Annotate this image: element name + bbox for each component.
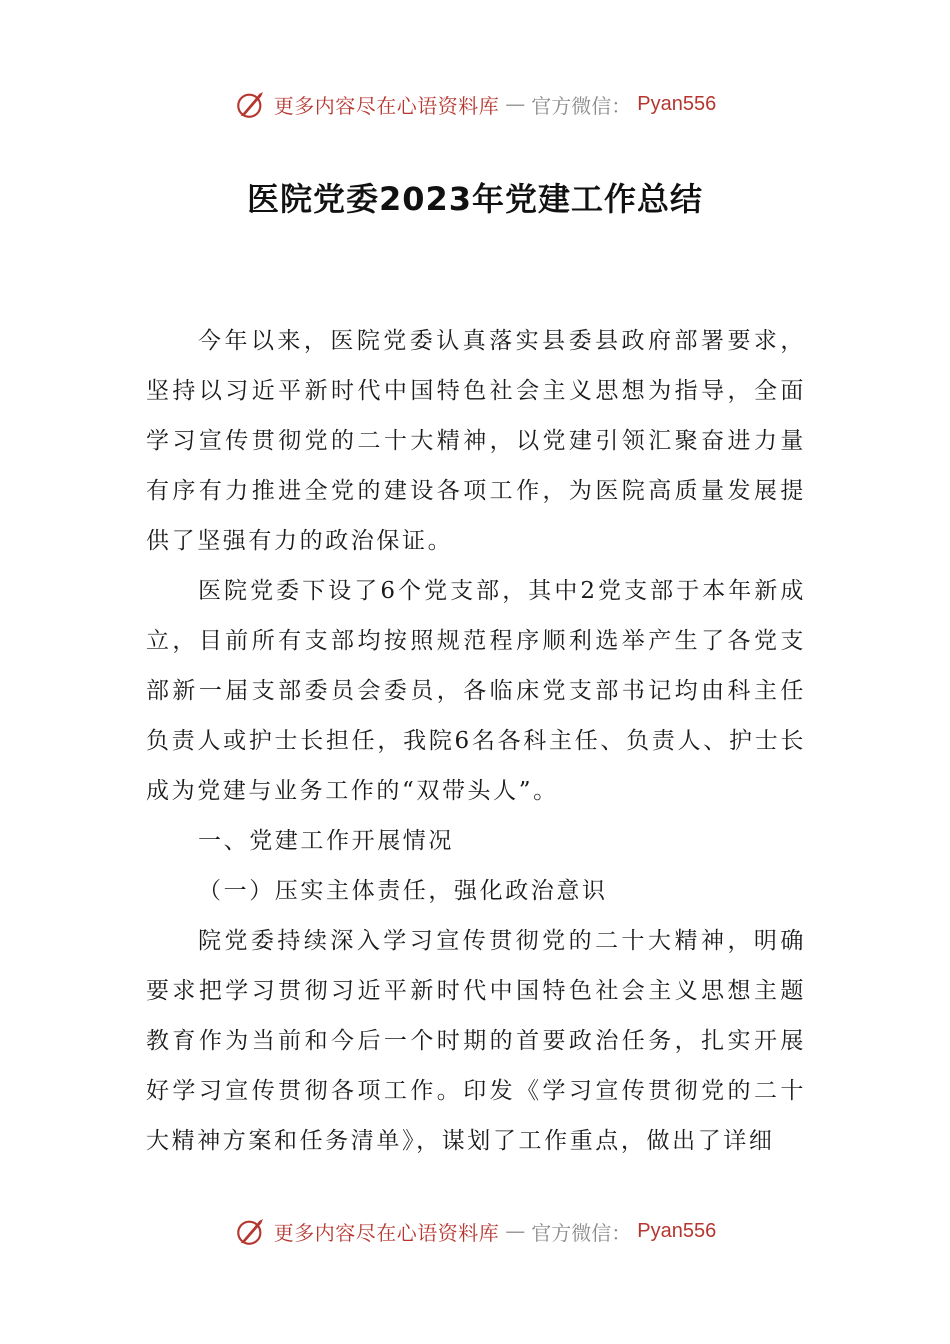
- watermark-separator: —: [505, 1219, 526, 1243]
- header-watermark: [0, 84, 950, 124]
- watermark-separator: —: [505, 92, 526, 116]
- watermark-label: 官方微信：: [531, 93, 632, 118]
- paragraph-branches: 医院党委下设了6个党支部，其中2党支部于本年新成立，目前所有支部均按照规范程序顺利选举产生了各党支部新一届支部委员会委员，各临床党支部书记均由科主任负责人或护士长担任，我院6名各科主任、负责人、护士长成为党建与业务工作的“双带头人”。: [146, 578, 806, 804]
- watermark-text: 更多内容尽在心语资料库: [273, 1220, 500, 1245]
- quill-logo-icon: [234, 1214, 268, 1248]
- footer-watermark: [0, 1211, 950, 1251]
- watermark-wechat-id: Pyan556: [637, 1219, 717, 1242]
- subsection-heading: （一）压实主体责任，强化政治意识: [198, 878, 608, 904]
- section-heading: 一、党建工作开展情况: [198, 828, 454, 854]
- paragraph-intro: 今年以来，医院党委认真落实县委县政府部署要求，坚持以习近平新时代中国特色社会主义思想为指导，全面学习宣传贯彻党的二十大精神，以党建引领汇聚奋进力量有序有力推进全党的建设各项工作，为医院高质量发展提供了坚强有力的政治保证。: [146, 328, 806, 554]
- document-title: 医院党委2023年党建工作总结: [246, 180, 704, 218]
- paragraph-study: 院党委持续深入学习宣传贯彻党的二十大精神，明确要求把学习贯彻习近平新时代中国特色社会主义思想主题教育作为当前和今后一个时期的首要政治任务，扎实开展好学习宣传贯彻各项工作。印发《学习宣传贯彻党的二十大精神方案和任务清单》，谋划了工作重点，做出了详细: [146, 928, 806, 1154]
- document-body: [146, 316, 806, 1166]
- watermark-wechat-id: Pyan556: [637, 92, 717, 115]
- quill-logo-icon: [234, 87, 268, 121]
- watermark-label: 官方微信：: [531, 1220, 632, 1245]
- watermark-text: 更多内容尽在心语资料库: [273, 93, 500, 118]
